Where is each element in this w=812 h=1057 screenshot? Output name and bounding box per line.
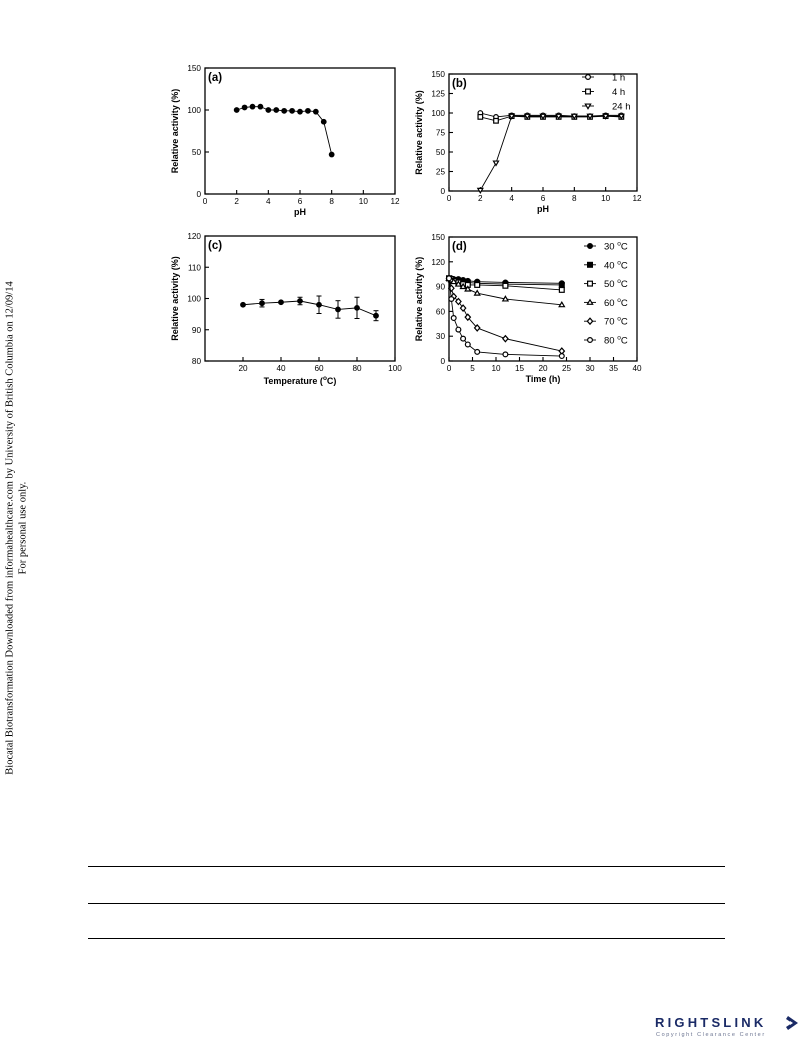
y-tick-label: 0 (440, 187, 445, 196)
data-point (298, 299, 303, 304)
y-axis-label: Relative activity (%) (170, 88, 180, 174)
data-point (559, 283, 564, 288)
series-line (480, 116, 621, 190)
y-tick-label: 0 (196, 190, 201, 199)
x-tick-label: 0 (446, 364, 452, 373)
panel-label: (a) (208, 72, 223, 84)
data-point (306, 109, 311, 114)
x-tick-label: 10 (491, 364, 501, 373)
data-point (298, 109, 303, 114)
plot-frame (449, 74, 637, 191)
x-axis-label: pH (537, 204, 549, 214)
legend-label: 1 h (612, 72, 626, 84)
horizontal-rule (88, 866, 725, 867)
y-tick-label: 100 (187, 106, 201, 115)
legend-label: 40 $^o$C (604, 259, 628, 272)
legend-marker (586, 89, 591, 94)
rightslink-logo (655, 1015, 803, 1047)
y-tick-label: 30 (435, 332, 445, 342)
panel-label: (c) (208, 240, 223, 252)
plot-frame (205, 68, 395, 194)
y-tick-label: 80 (191, 357, 201, 366)
data-point (447, 276, 452, 281)
x-axis-label: Temperature ($^o$C) (263, 375, 337, 386)
download-notice-line2: For personal use only. (17, 481, 28, 575)
y-tick-label: 125 (431, 89, 445, 99)
data-point (461, 336, 466, 341)
legend-marker (587, 300, 592, 305)
panel-label: (d) (452, 241, 467, 253)
legend-marker (586, 75, 591, 80)
x-tick-label: 0 (202, 197, 208, 206)
y-tick-label: 110 (187, 263, 201, 273)
legend-marker (588, 338, 593, 343)
data-point (493, 161, 498, 165)
data-point (234, 108, 239, 113)
x-tick-label: 5 (470, 364, 475, 373)
data-point (266, 108, 271, 113)
y-tick-label: 100 (187, 294, 201, 304)
legend-label: 60 $^o$C (604, 296, 628, 309)
x-tick-label: 4 (266, 197, 271, 206)
legend-label: 80 $^o$C (604, 334, 628, 347)
x-tick-label: 0 (446, 194, 452, 203)
series-1 (478, 111, 624, 120)
y-tick-label: 60 (435, 307, 445, 317)
x-tick-label: 60 (314, 364, 324, 373)
data-point (321, 119, 326, 124)
rightslink-arrow-icon (785, 1015, 799, 1031)
x-tick-label: 8 (329, 197, 334, 206)
legend-label: 30 $^o$C (604, 240, 628, 253)
horizontal-rule (88, 938, 725, 939)
y-tick-label: 150 (187, 64, 201, 73)
y-tick-label: 25 (435, 167, 445, 177)
x-tick-label: 2 (234, 197, 239, 206)
legend-label: 24 h (612, 101, 631, 113)
data-point (250, 104, 255, 109)
data-point (241, 302, 246, 307)
x-tick-label: 2 (478, 194, 483, 203)
x-tick-label: 8 (572, 194, 577, 203)
data-point (314, 109, 319, 114)
x-tick-label: 4 (509, 194, 514, 203)
data-point (329, 152, 334, 157)
data-point (478, 188, 483, 192)
legend (584, 241, 628, 347)
series-line (480, 116, 621, 121)
rightslink-logo-text: RIGHTSLINK (655, 1015, 767, 1030)
x-tick-label: 30 (585, 364, 595, 373)
data-point (465, 342, 470, 347)
x-tick-label: 10 (358, 197, 368, 206)
data-point (282, 109, 287, 114)
y-axis-label: Relative activity (%) (414, 90, 424, 175)
x-tick-label: 6 (297, 197, 303, 206)
data-point (317, 302, 322, 307)
y-tick-label: 75 (435, 128, 445, 138)
panel-label: (b) (452, 78, 467, 90)
x-tick-label: 80 (352, 364, 362, 373)
y-tick-label: 120 (187, 232, 201, 241)
series-1 (241, 296, 379, 321)
data-point (494, 119, 499, 124)
series-1 (234, 104, 334, 156)
x-tick-label: 35 (608, 364, 619, 373)
legend (582, 73, 631, 113)
y-tick-label: 100 (431, 109, 445, 118)
data-point (559, 302, 564, 307)
y-tick-label: 120 (431, 257, 445, 267)
y-tick-label: 150 (431, 70, 445, 79)
rightslink-logo-subtitle: Copyright Clearance Center (656, 1032, 766, 1038)
y-tick-label: 50 (191, 148, 201, 157)
legend-marker (588, 262, 593, 267)
x-tick-label: 20 (538, 364, 548, 373)
data-point (258, 104, 263, 109)
data-point (451, 316, 456, 321)
data-point (290, 109, 295, 114)
y-tick-label: 50 (435, 148, 445, 157)
chart-panel-4 (414, 233, 642, 384)
horizontal-rule (88, 903, 725, 904)
data-point (274, 108, 279, 113)
x-tick-label: 100 (388, 364, 402, 373)
data-point (503, 296, 508, 301)
data-point (456, 327, 461, 332)
chart-panel-3 (170, 232, 402, 386)
legend-label: 4 h (612, 87, 626, 98)
x-tick-label: 12 (632, 194, 642, 203)
data-point (503, 283, 508, 288)
data-point (374, 313, 379, 318)
x-tick-label: 25 (561, 364, 572, 373)
x-tick-label: 40 (276, 364, 286, 373)
chart-panel-1 (170, 64, 400, 217)
data-point (279, 300, 284, 305)
chart-panel-2 (414, 70, 642, 214)
data-point (336, 307, 341, 312)
x-axis-label: pH (294, 207, 306, 217)
data-point (449, 297, 454, 302)
x-axis-label: Time (h) (525, 374, 561, 384)
legend-marker (585, 104, 590, 109)
x-tick-label: 12 (390, 197, 400, 206)
data-point (260, 301, 265, 306)
data-point (475, 291, 480, 296)
legend-marker (587, 318, 592, 324)
data-point (478, 115, 483, 120)
y-tick-label: 90 (435, 282, 445, 292)
y-axis-label: Relative activity (%) (414, 256, 424, 342)
data-point (475, 350, 480, 355)
data-point (242, 105, 247, 110)
series-3 (478, 114, 624, 192)
data-point (559, 354, 564, 359)
y-tick-label: 0 (440, 357, 445, 366)
x-tick-label: 40 (632, 364, 642, 373)
y-tick-label: 150 (431, 233, 445, 242)
x-tick-label: 15 (514, 364, 525, 373)
legend-marker (588, 281, 593, 286)
legend-label: 50 $^o$C (604, 278, 628, 291)
data-point (559, 288, 564, 293)
legend-marker (588, 244, 593, 249)
y-tick-label: 90 (191, 325, 201, 335)
y-axis-label: Relative activity (%) (170, 256, 180, 341)
x-tick-label: 6 (540, 194, 546, 203)
data-point (355, 306, 360, 311)
data-point (503, 336, 508, 342)
download-notice-line1: Biocatal Biotransformation Downloaded from informahealthcare.com by University of British Columbia on 12/09/14 (4, 281, 16, 775)
data-point (503, 352, 508, 357)
legend-label: 70 $^o$C (604, 315, 628, 328)
data-point (475, 283, 480, 288)
x-tick-label: 10 (601, 194, 611, 203)
x-tick-label: 20 (238, 364, 248, 373)
